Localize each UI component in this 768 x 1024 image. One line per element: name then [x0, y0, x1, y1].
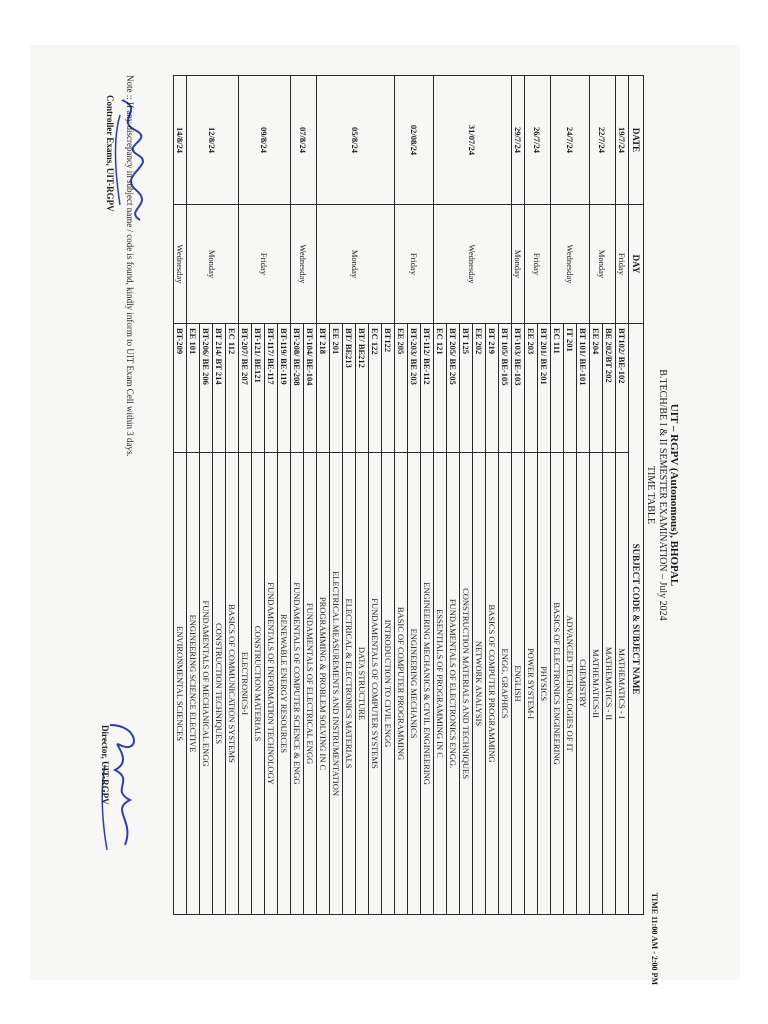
subject-code: BT-121/ BE121	[252, 324, 265, 453]
subject-code: BT 201/ BE 201	[538, 324, 551, 453]
subject-name: BASICS OF ELECTRONICS ENGINEERING	[551, 453, 564, 915]
subject-name: ENGG. GRAPHICS	[499, 453, 512, 915]
subject-name: FUNDAMENTALS OF ELECTRICAL ENGG	[304, 453, 317, 915]
subject-code: BT-117/ BE-117	[265, 324, 278, 453]
subject-name: RENEWABLE ENERGY RESOURCES	[278, 453, 291, 915]
table-row	[616, 76, 629, 915]
subject-code: EE 101	[187, 324, 200, 453]
subject-name: FUNDAMENTALS OF ELECTRONICS ENGG.	[447, 453, 460, 915]
exam-day: Wednesday	[551, 205, 590, 324]
subject-name: ELECTRONICS-I	[239, 453, 252, 915]
subject-code: EE 203	[525, 324, 538, 453]
exam-day: Friday	[239, 205, 291, 324]
subject-name: MATHEMATICS - II	[603, 453, 616, 915]
subject-name: CONSTRUCTION MATERIALS	[252, 453, 265, 915]
subject-code: BT 101/ BE-101	[577, 324, 590, 453]
subject-code: BT 219	[486, 324, 499, 453]
subject-code: BT-206/ BE 206	[200, 324, 213, 453]
subject-name: CONSTRUCTION MATERIALS AND TECHNIQUES	[460, 453, 473, 915]
exam-day: Wednesday	[434, 205, 512, 324]
subject-name: FUNDAMENTALS OF COMPUTER SCIENCE & ENGG	[291, 453, 304, 915]
subject-code: BT 218	[317, 324, 330, 453]
exam-day: Friday	[525, 205, 551, 324]
subject-name: ENGINEERING MECHANICS	[408, 453, 421, 915]
subject-code: BT 105/ BE-105	[499, 324, 512, 453]
exam-day: Friday	[616, 205, 629, 324]
subject-name: BASICS OF COMPUTER PROGRAMMING	[486, 453, 499, 915]
subject-code: BT102/ BE-102	[616, 324, 629, 453]
subject-name: FUNDAMENTALS OF MECHANICAL ENGG	[200, 453, 213, 915]
subject-code: BT-209	[174, 324, 187, 453]
subject-name: NETWORK ANALYSIS	[473, 453, 486, 915]
subject-name: MATHEMATICS - I	[616, 453, 629, 915]
exam-day: Monday	[590, 205, 616, 324]
subject-name: CONSTRUCTION TECHNIQUES	[213, 453, 226, 915]
exam-date: 14/8/24	[174, 76, 187, 205]
subject-name: ESSENTIALS OF PROGRAMMING IN C	[434, 453, 447, 915]
subject-code: BE 202/BT 202	[603, 324, 616, 453]
exam-day: Wednesday	[174, 205, 187, 324]
subject-name: ELECTRICAL MEASUREMENTS AND INSTRUMENTATION	[330, 453, 343, 915]
timetable-body	[174, 76, 629, 915]
table-row	[382, 76, 395, 915]
exam-date: 12/8/24	[187, 76, 239, 205]
table-row	[304, 76, 317, 915]
subject-code: IT 201	[564, 324, 577, 453]
exam-day: Monday	[187, 205, 239, 324]
subject-code: EC 111	[551, 324, 564, 453]
exam-date: 09/8/24	[239, 76, 291, 205]
director-title: Director, UIT-RGPV	[100, 725, 110, 805]
subject-name: FUNDAMENTALS OF COMPUTER SYSTEMS	[369, 453, 382, 915]
subject-code: BT/ BE213	[343, 324, 356, 453]
table-header-row	[629, 76, 644, 915]
subject-code: EC 122	[369, 324, 382, 453]
exam-date: 26/7/24	[525, 76, 551, 205]
exam-date: 24/7/24	[551, 76, 590, 205]
subject-name: PHYSICS	[538, 453, 551, 915]
table-row	[226, 76, 239, 915]
exam-date: 05/8/24	[317, 76, 395, 205]
table-row	[421, 76, 434, 915]
subject-code: BT-104/ BE-104	[304, 324, 317, 453]
subject-name: BASICS OF COMMUNICATION SYSTEMS	[226, 453, 239, 915]
table-row	[538, 76, 551, 915]
table-row	[278, 76, 291, 915]
subject-name: MATHEMATICS-II	[590, 453, 603, 915]
subject-name: CHEMISTRY	[577, 453, 590, 915]
exam-date: 19/7/24	[616, 76, 629, 205]
rotated-document	[90, 75, 680, 985]
subject-name: ENVIRONMENTAL SCIENCES	[174, 453, 187, 915]
subject-code: BT122	[382, 324, 395, 453]
subject-name: ENGINEERING SCIENCE ELECTIVE	[187, 453, 200, 915]
exam-title: B.TECH/BE I & II SEMESTER EXAMINATION – July 2024	[657, 369, 668, 621]
exam-day: Wednesday	[291, 205, 317, 324]
subject-code: BT 214/ BT 214	[213, 324, 226, 453]
discrepancy-note: Note :: If any discrepancy in subject name / code is found, kindly inform to UIT Exam Cell within 3 days.	[125, 75, 135, 457]
timetable	[173, 75, 644, 915]
subject-name: ADVANCED TECHNOLOGIES OF IT	[564, 453, 577, 915]
exam-day: Monday	[512, 205, 525, 324]
column-header-date: DATE	[629, 76, 644, 205]
subject-code: EE 205	[395, 324, 408, 453]
subject-code: BT 125	[460, 324, 473, 453]
subject-name: FUNDAMENTALS OF INFORMATION TECHNOLOGY	[265, 453, 278, 915]
exam-day: Friday	[395, 205, 434, 324]
subject-code: BT 205/ BE 205	[447, 324, 460, 453]
exam-date: 22/7/24	[590, 76, 616, 205]
subject-code: BT-203/ BE 203	[408, 324, 421, 453]
subject-code: EE 201	[330, 324, 343, 453]
document-header	[644, 75, 680, 985]
subject-code: EC 112	[226, 324, 239, 453]
exam-day: Monday	[317, 205, 395, 324]
subject-code: EC 121	[434, 324, 447, 453]
subject-name: ELECTRICAL & ELECTRONICS MATERIALS	[343, 453, 356, 915]
table-row	[499, 76, 512, 915]
subject-name: PROGRAMMING & PROBLEM SOLVING IN C	[317, 453, 330, 915]
exam-date: 29/7/24	[512, 76, 525, 205]
subject-name: ENGLISH	[512, 453, 525, 915]
subject-code: BT-103/ BE-103	[512, 324, 525, 453]
column-header-subject: SUBJECT CODE & SUBJECT NAME	[629, 324, 644, 915]
subject-code: EE 202	[473, 324, 486, 453]
table-row	[577, 76, 590, 915]
table-row	[174, 76, 187, 915]
subject-name: BASIC OF COMPUTER PROGRAMMING	[395, 453, 408, 915]
exam-date: 07/8/24	[291, 76, 317, 205]
subject-code: BT-112/ BE-112	[421, 324, 434, 453]
table-row	[603, 76, 616, 915]
subject-code: BT-207/ BE 207	[239, 324, 252, 453]
subject-code: BT-208/ BE-208	[291, 324, 304, 453]
subject-code: BT-119/ BE-119	[278, 324, 291, 453]
subject-name: ENGINEERING MECHANICS & CIVIL ENGINEERING	[421, 453, 434, 915]
subject-name: DATA STRUCTURE	[356, 453, 369, 915]
time-table-label: TIME TABLE	[645, 465, 656, 525]
table-row	[512, 76, 525, 915]
controller-title: Controller Exams, UIT-RGPV	[105, 95, 115, 212]
column-header-day: DAY	[629, 205, 644, 324]
scanned-page	[30, 45, 740, 985]
exam-date: 31/07/24	[434, 76, 512, 205]
subject-name: POWER SYSTEM-I	[525, 453, 538, 915]
subject-code: EE 204	[590, 324, 603, 453]
exam-time: TIME 11:00 AM - 2:00 PM	[650, 892, 659, 985]
institution-title: UIT – RGPV (Autonomous), BHOPAL	[668, 403, 680, 587]
subject-code: BT/ BE212	[356, 324, 369, 453]
exam-date: 02/08/24	[395, 76, 434, 205]
subject-name: INTRODUCTION TO CIVIL ENGG	[382, 453, 395, 915]
